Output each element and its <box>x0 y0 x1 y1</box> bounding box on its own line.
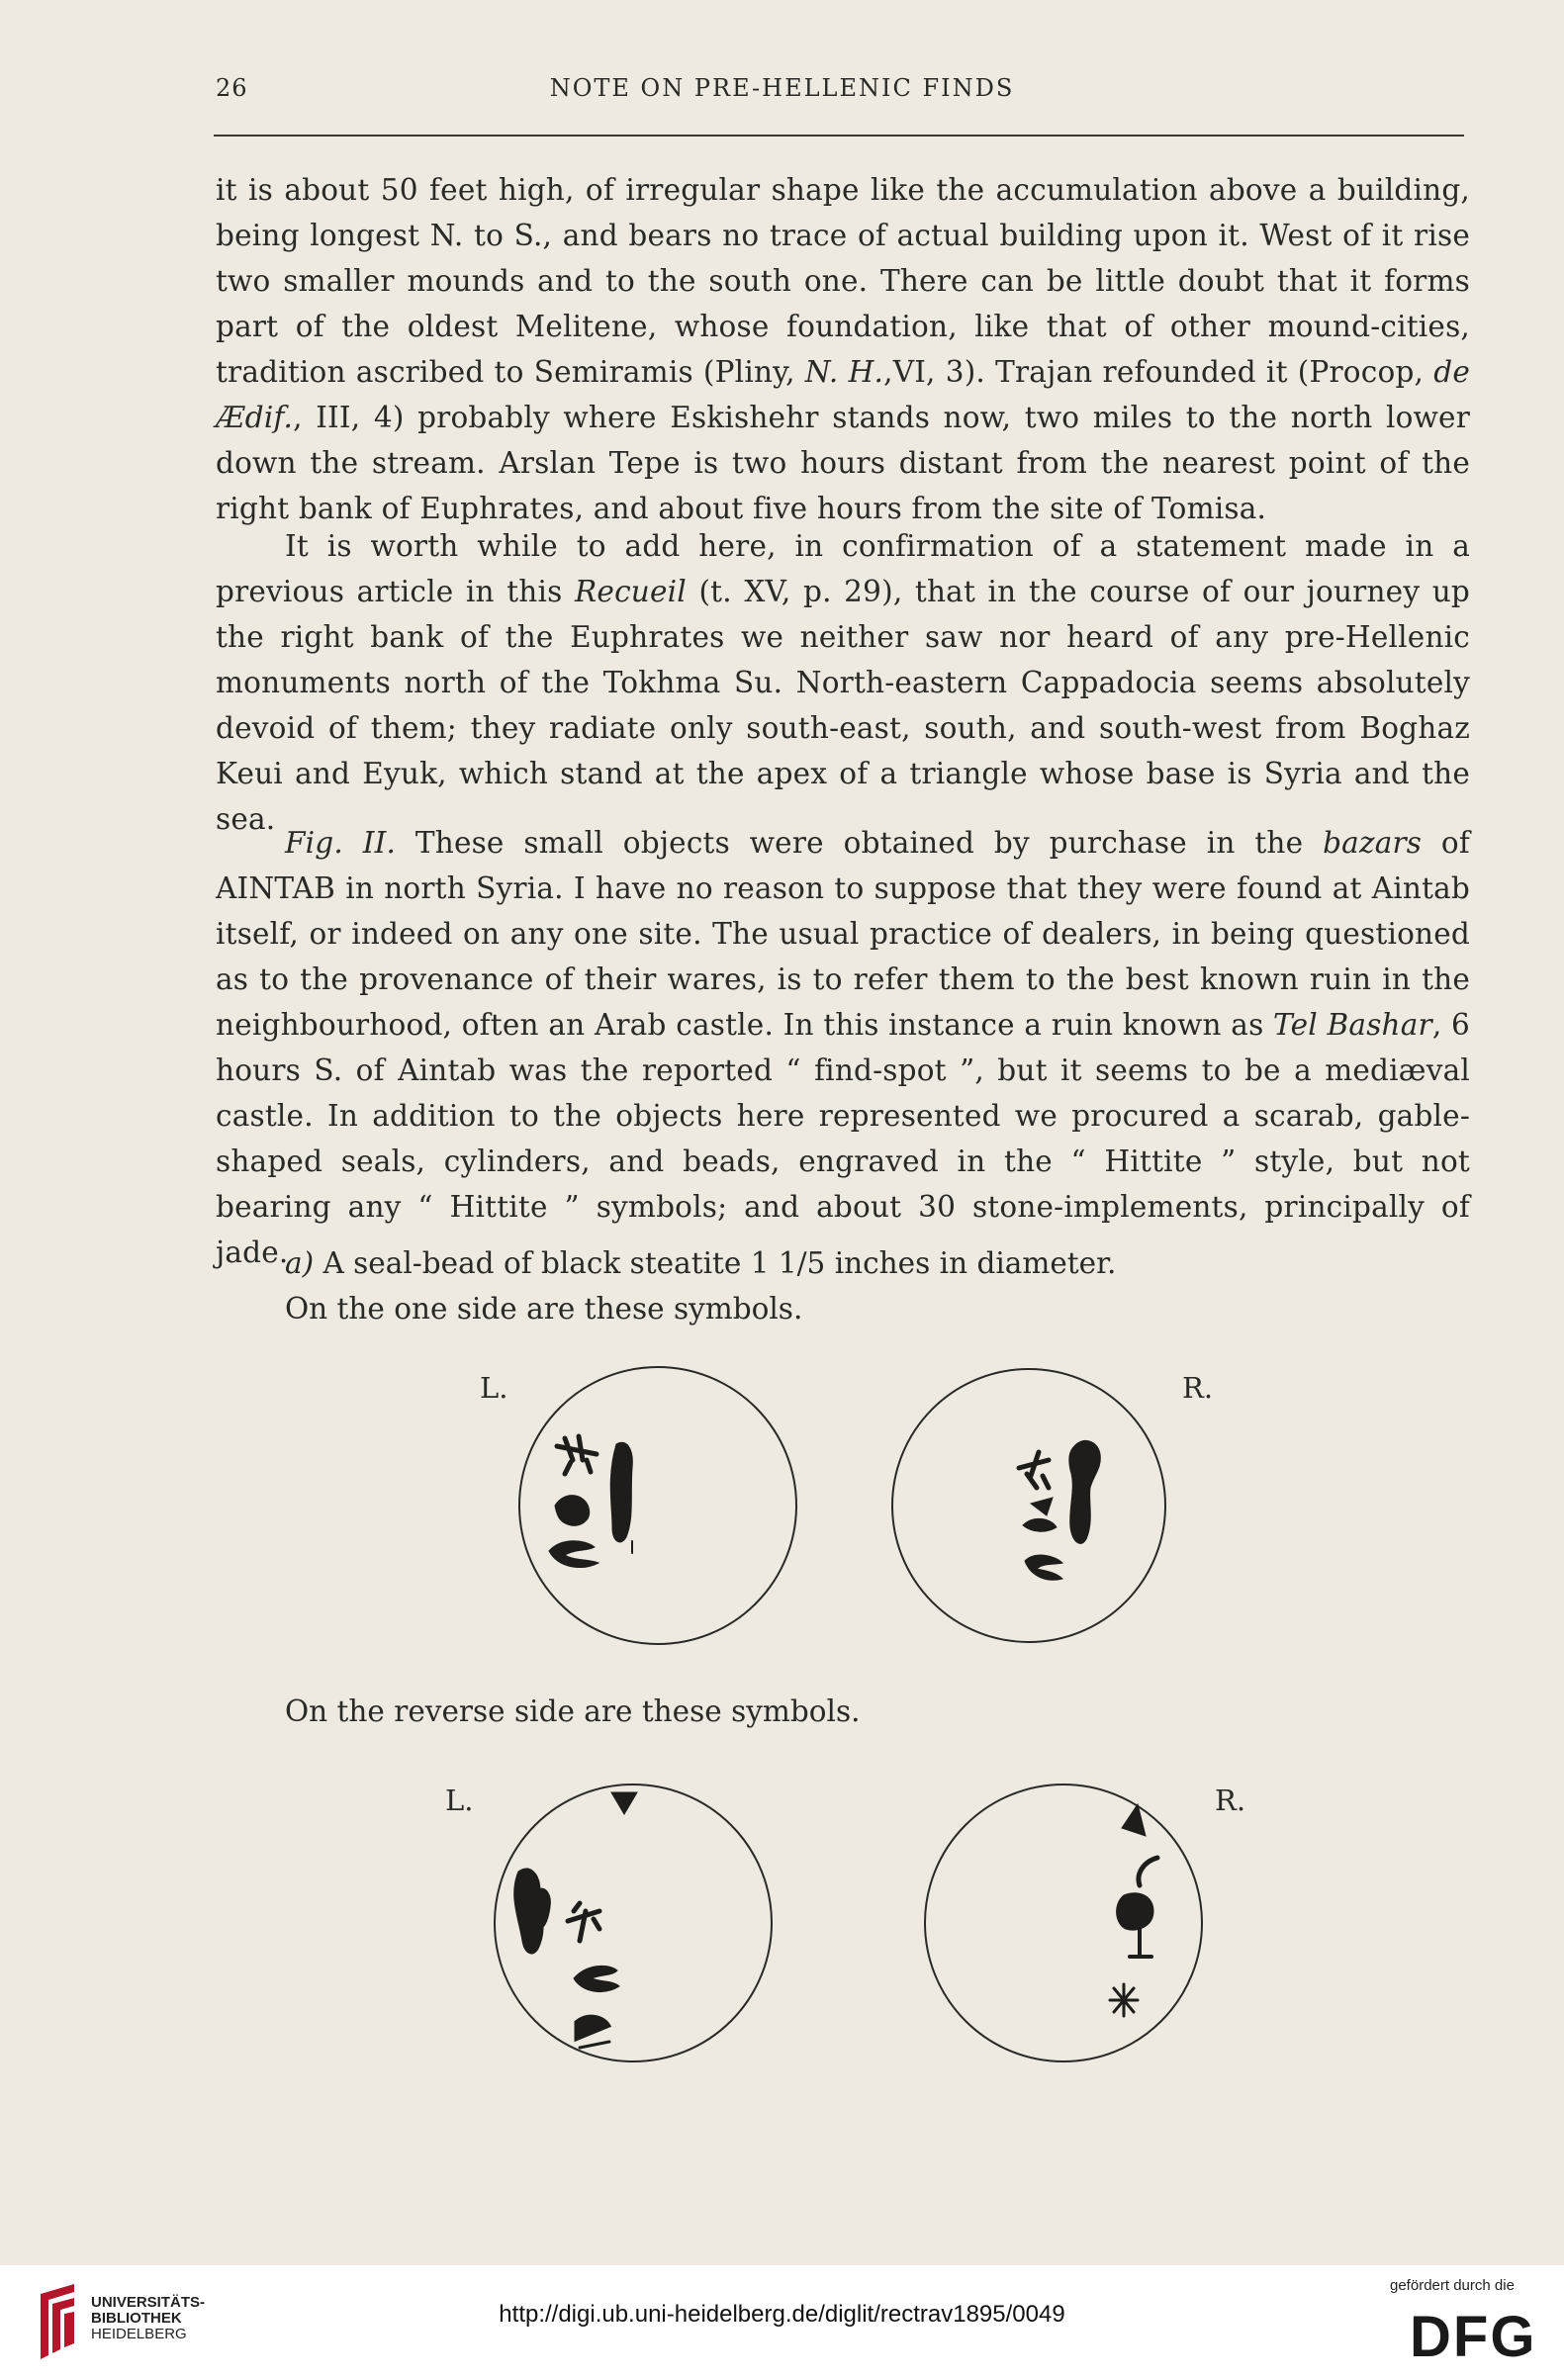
label-obverse-left: L. <box>480 1371 508 1405</box>
figure-reference: Fig. II. <box>285 826 397 860</box>
italic-place: Tel Bashar <box>1273 1008 1432 1042</box>
running-title: NOTE ON PRE-HELLENIC FINDS <box>549 74 1015 102</box>
label-reverse-right: R. <box>1215 1784 1246 1817</box>
item-a <box>285 1240 1116 1286</box>
paragraph-fig-ii <box>216 820 1470 1275</box>
seal-reverse-left-drawing <box>477 1763 783 2079</box>
italic-title: Recueil <box>575 575 687 608</box>
text-run: It is worth while to add here, in confirmation of a statement made in a previous article in this <box>216 529 1470 608</box>
text-run: it is about 50 feet high, of irregular shape like the accumulation above a building, being longest N. to S., and bears no trace of actual building upon it. West of it rise two smaller mounds and to the south one. There can be little doubt that it forms part of the oldest Melitene, whose foundation, like that of other mound-cities, tradition ascribed to Semiramis (Pliny, <box>216 173 1470 389</box>
seal-obverse-right-drawing <box>880 1357 1187 1654</box>
label-obverse-right: R. <box>1182 1371 1214 1405</box>
dfg-logo: DFG <box>1410 2305 1537 2369</box>
text-run: These small objects were obtained by purchase in the <box>396 826 1324 860</box>
page-number: 26 <box>216 74 248 102</box>
header-rule <box>214 135 1464 137</box>
reverse-caption: On the reverse side are these symbols. <box>285 1694 861 1728</box>
label-reverse-left: L. <box>445 1784 474 1817</box>
seal-reverse-right-drawing <box>920 1763 1217 2079</box>
text-run: , 6 hours S. of Aintab was the reported “ find-spot ”, but it seems to be a mediæval castle. In addition to the objects here represented we procured a scarab, gable-shaped seals, cylinders, and beads, engraved in the “ Hittite ” style, but not bearing any “ Hittite ” symbols; and about 30 stone-implements, principally of jade. <box>216 1008 1470 1269</box>
library-name-line: BIBLIOTHEK <box>91 2310 182 2327</box>
item-text: A seal-bead of black steatite 1 1/5 inches in diameter. <box>314 1246 1117 1280</box>
library-name-line: HEIDELBERG <box>91 2326 187 2342</box>
text-run: ,VI, 3). Trajan refounded it (Procop, <box>883 355 1434 389</box>
paragraph-cappadocia <box>216 523 1470 842</box>
seal-obverse-left-drawing <box>509 1357 806 1654</box>
funded-by-text: gefördert durch die <box>1390 2277 1515 2294</box>
text-run: (t. XV, p. 29), that in the course of our journey up the right bank of the Euphrates we neither saw nor heard of any pre-Hellenic monuments north of the Tokhma Su. North-eastern Cappadocia seems absolutely devoid of them; they radiate only south-east, south, and south-west from Boghaz Keui and Eyuk, which stand at the apex of a triangle whose base is Syria and the sea. <box>216 575 1470 836</box>
library-name-line: UNIVERSITÄTS- <box>91 2294 206 2311</box>
paragraph-melitene <box>216 167 1470 531</box>
item-label: a) <box>285 1246 315 1280</box>
obverse-caption: On the one side are these symbols. <box>285 1292 803 1326</box>
text-run: of AINTAB in north Syria. I have no reason to suppose that they were found at Aintab itself, or indeed on any one site. The usual practice of dealers, in being questioned as to the provenance of their wares, is to refer them to the best known ruin in the neighbourhood, often an Arab castle. In this instance a ruin known as <box>216 826 1471 1042</box>
italic-citation: de Ædif. <box>216 355 1470 434</box>
italic-citation: N. H. <box>804 355 884 389</box>
italic-word: bazars <box>1323 826 1423 860</box>
text-run: , III, 4) probably where Eskishehr stands now, two miles to the north lower down the stream. Arslan Tepe is two hours distant from the nearest point of the right bank of Euphrates, and about five hours from the site of Tomisa. <box>216 401 1470 525</box>
permalink-url[interactable]: http://digi.ub.uni-heidelberg.de/diglit/rectrav1895/0049 <box>499 2301 1065 2328</box>
